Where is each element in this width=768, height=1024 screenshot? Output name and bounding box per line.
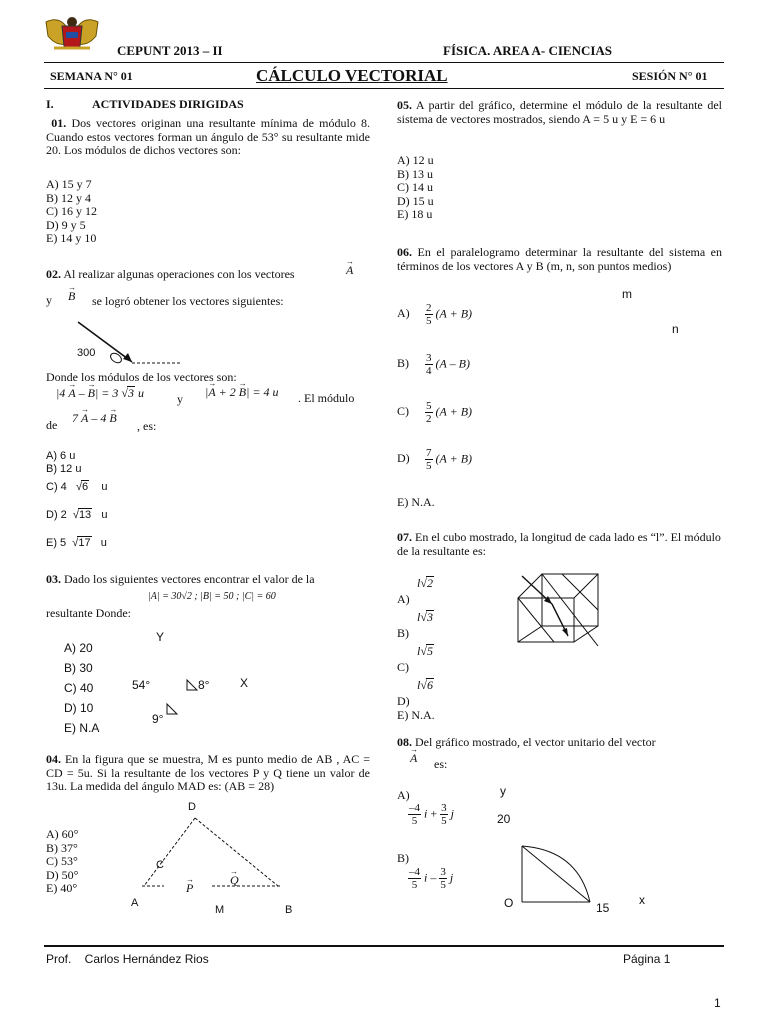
- question-text-2: resultante Donde:: [46, 606, 131, 620]
- section-number: I.: [46, 97, 54, 111]
- question-text: A partir del gráfico, determine el módulo de la resultante del sistema de vectores mostrados, siendo A = 5 u y E = 6 u: [397, 98, 722, 126]
- vector-p-label: → P: [186, 882, 193, 896]
- question-04: [46, 753, 370, 794]
- page-title: CÁLCULO VECTORIAL: [256, 66, 448, 85]
- q02-options: [46, 450, 81, 476]
- q03-magnitudes: |A| = 30√2 ; |B| = 50 ; |C| = 60: [148, 591, 276, 602]
- vector-q-label: → Q: [230, 874, 239, 888]
- question-05: [397, 99, 722, 126]
- header-rule-bottom: [44, 88, 724, 89]
- footer-page: Página 1: [623, 952, 671, 966]
- question-text: Al realizar algunas operaciones con los vectores: [63, 267, 295, 281]
- question-text-2: se logró obtener los vectores siguientes:: [92, 294, 284, 308]
- option: E) N.A: [64, 721, 100, 735]
- option: A) 20: [64, 641, 93, 655]
- option: E) N.A.: [397, 495, 435, 509]
- option-label: A): [397, 592, 410, 606]
- q04-options: [46, 828, 78, 896]
- question-text: Del gráfico mostrado, el vector unitario del vector: [415, 735, 656, 749]
- q07-cube-figure: [512, 570, 608, 652]
- angle-label: 54°: [132, 678, 151, 692]
- angle-label: 9°: [152, 712, 164, 726]
- question-text: Dos vectores originan una resultante mínima de módulo 8. Cuando estos vectores forman un ángulo de 53° su resultante mide 20. Los módulos de dichos vectores son:: [46, 116, 371, 158]
- option-label: C): [397, 660, 409, 674]
- option: D) 10: [64, 701, 94, 715]
- origin-label: O: [504, 896, 514, 910]
- option: C) 16 y 12: [46, 204, 97, 219]
- option: B) 37°: [46, 840, 78, 855]
- question-number: 05.: [397, 98, 412, 112]
- option: E) 5 √17 u: [46, 537, 107, 549]
- axis-y-label: y: [500, 784, 506, 798]
- option: E) 40°: [46, 881, 78, 896]
- es-text: , es:: [137, 419, 157, 433]
- option-label: D): [397, 694, 410, 708]
- question-08: [397, 736, 656, 750]
- question-text: En el paralelogramo determinar la resultante del sistema en términos de los vectores A y B (m, n, son puntos medios): [397, 245, 722, 273]
- question-text-3: Donde los módulos de los vectores son:: [46, 370, 237, 384]
- q06-option-b: B) $\frac{3}{4}$ (A – B): [397, 352, 470, 377]
- q04-triangle-figure: [130, 810, 290, 890]
- q08-option-b-value: $\frac{-4}{5}$ i – $\frac{3}{5}$ j: [409, 866, 454, 891]
- q02-angle-label: 300: [77, 347, 96, 359]
- option: D) 50°: [46, 867, 79, 882]
- page-number: 1: [714, 996, 721, 1010]
- q02-figure: [70, 318, 190, 368]
- header-rule-top: [44, 62, 724, 63]
- point-m-label: m: [622, 287, 632, 301]
- option: D) 9 y 5: [46, 217, 86, 232]
- option: E) 14 y 10: [46, 231, 97, 246]
- week-label: SEMANA N° 01: [50, 69, 133, 83]
- question-number: 01.: [51, 116, 67, 130]
- vector-a-symbol: → A: [410, 752, 417, 766]
- option-label: B): [397, 626, 409, 640]
- question-number: 08.: [397, 735, 412, 749]
- point-b-label: B: [285, 904, 293, 916]
- q06-option-d: D) $\frac{7}{5}$ (A + B): [397, 447, 473, 472]
- question-01: [46, 117, 370, 158]
- point-d-label: D: [188, 801, 196, 813]
- de-text: de: [46, 418, 58, 432]
- option: A) 15 y 7: [46, 177, 92, 191]
- option: C) 4 √6 u: [46, 481, 108, 493]
- option-label: A): [397, 788, 410, 802]
- axis-x-label: x: [639, 893, 645, 907]
- question-text: En el cubo mostrado, la longitud de cada lado es “l”. El módulo de la resultante es:: [397, 530, 721, 558]
- question-number: 07.: [397, 530, 412, 544]
- q07-option-b-value: l√3: [417, 610, 433, 624]
- option: E) 18 u: [397, 207, 433, 222]
- point-n-label: n: [672, 322, 679, 336]
- option: B) 30: [64, 661, 93, 675]
- question-number: 03.: [46, 572, 61, 586]
- point-a-label: A: [131, 897, 139, 909]
- angle-marker-icon: [165, 702, 179, 716]
- vector-a-symbol: → A: [346, 264, 353, 278]
- section-title: ACTIVIDADES DIRIGIDAS: [92, 97, 244, 111]
- question-03: [46, 573, 315, 587]
- q01-options: [46, 178, 97, 246]
- axis-x-label: X: [240, 676, 249, 690]
- option: B) 12 u: [46, 463, 82, 475]
- value-label: 15: [596, 901, 610, 915]
- option: C) 14 u: [397, 180, 433, 195]
- angle-marker-icon: [185, 678, 199, 692]
- point-m-label: M: [215, 904, 225, 916]
- axis-y-label: Y: [156, 630, 165, 644]
- question-number: 06.: [397, 245, 412, 259]
- q05-options: [397, 154, 434, 222]
- footer-rule: [44, 945, 724, 947]
- footer-author: Prof. Carlos Hernández Rios: [46, 952, 209, 966]
- equation-and: y: [177, 392, 183, 406]
- q06-option-a: A) $\frac{2}{5}$ (A + B): [397, 302, 473, 327]
- modulo-text: . El módulo: [298, 391, 355, 405]
- option: C) 53°: [46, 854, 78, 869]
- value-label: 20: [497, 812, 511, 826]
- q08-option-a-value: $\frac{-4}{5}$ i + $\frac{3}{5}$ j: [409, 802, 454, 827]
- option: E) N.A.: [397, 708, 435, 722]
- equation-2: |→ A + 2 → B| = 4 u: [205, 386, 279, 400]
- option: A) 12 u: [397, 153, 434, 167]
- option: A) 6 u: [46, 450, 76, 462]
- option: D) 2 √13 u: [46, 509, 108, 521]
- question-06: [397, 246, 722, 273]
- university-logo: [44, 14, 100, 54]
- question-02: [46, 268, 295, 282]
- es-text: es:: [434, 757, 448, 771]
- q03-options: [64, 638, 99, 738]
- q07-option-d-value: l√6: [417, 678, 433, 692]
- question-number: 04.: [46, 752, 61, 766]
- question-text: En la figura que se muestra, M es punto medio de AB , AC = CD = 5u. Si la resultante de los vectores P y Q tiene un valor de 13u. La medida del ángulo MAD es: (AB = 28): [46, 752, 371, 794]
- vector-b-symbol: → B: [68, 290, 75, 304]
- option: D) 15 u: [397, 193, 434, 208]
- question-number: 02.: [46, 267, 61, 281]
- question-07: [397, 531, 722, 558]
- option: A) 60°: [46, 827, 79, 841]
- q07-option-a-value: l√2: [417, 576, 433, 590]
- subject-label: FÍSICA. AREA A- CIENCIAS: [443, 43, 613, 58]
- option: B) 12 y 4: [46, 190, 91, 205]
- institution-label: CEPUNT 2013 – II: [117, 43, 223, 58]
- expression: 7 → A – 4 → B: [72, 412, 117, 426]
- option-label: B): [397, 851, 409, 865]
- q08-quarter-circle-figure: [518, 842, 598, 906]
- q02-and: y: [46, 293, 52, 307]
- question-text: Dado los siguientes vectores encontrar el valor de la: [64, 572, 315, 586]
- option: C) 40: [64, 681, 94, 695]
- angle-label: 8°: [198, 678, 210, 692]
- q07-option-c-value: l√5: [417, 644, 433, 658]
- point-c-label: C: [156, 859, 164, 871]
- q06-option-c: C) $\frac{5}{2}$ (A + B): [397, 400, 473, 425]
- session-label: SESIÓN N° 01: [632, 69, 708, 83]
- equation-1: |4 → A – → B| = 3 √3 u: [56, 386, 144, 401]
- option: B) 13 u: [397, 166, 433, 181]
